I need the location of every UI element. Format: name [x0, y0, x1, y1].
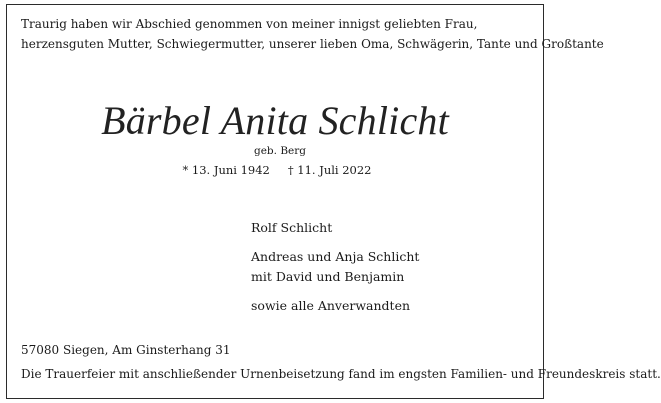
- intro-line-1: Traurig haben wir Abschied genommen von meiner innigst geliebten Frau,: [21, 17, 478, 31]
- intro-line-2: herzensguten Mutter, Schwiegermutter, unserer lieben Oma, Schwägerin, Tante und Großtante: [21, 37, 604, 51]
- notice-border: [6, 4, 544, 399]
- address-line: 57080 Siegen, Am Ginsterhang 31: [21, 343, 231, 357]
- life-dates: [0, 162, 550, 178]
- death-date: † 11. Juli 2022: [287, 163, 372, 177]
- mourners-list: [251, 218, 419, 316]
- birth-date: * 13. Juni 1942: [182, 163, 270, 177]
- maiden-name: geb. Berg: [253, 145, 306, 157]
- deceased-name: Bärbel Anita Schlicht: [101, 98, 449, 143]
- mourner-line-3: mit David und Benjamin: [251, 269, 405, 284]
- funeral-notice: Die Trauerfeier mit anschließender Urnenbeisetzung fand im engsten Familien- und Freundeskreis statt.: [21, 367, 661, 381]
- mourner-line-2: Andreas und Anja Schlicht: [251, 249, 420, 264]
- mourner-line-1: Rolf Schlicht: [251, 220, 333, 235]
- mourner-line-4: sowie alle Anverwandten: [251, 298, 411, 313]
- intro-text: [21, 14, 604, 54]
